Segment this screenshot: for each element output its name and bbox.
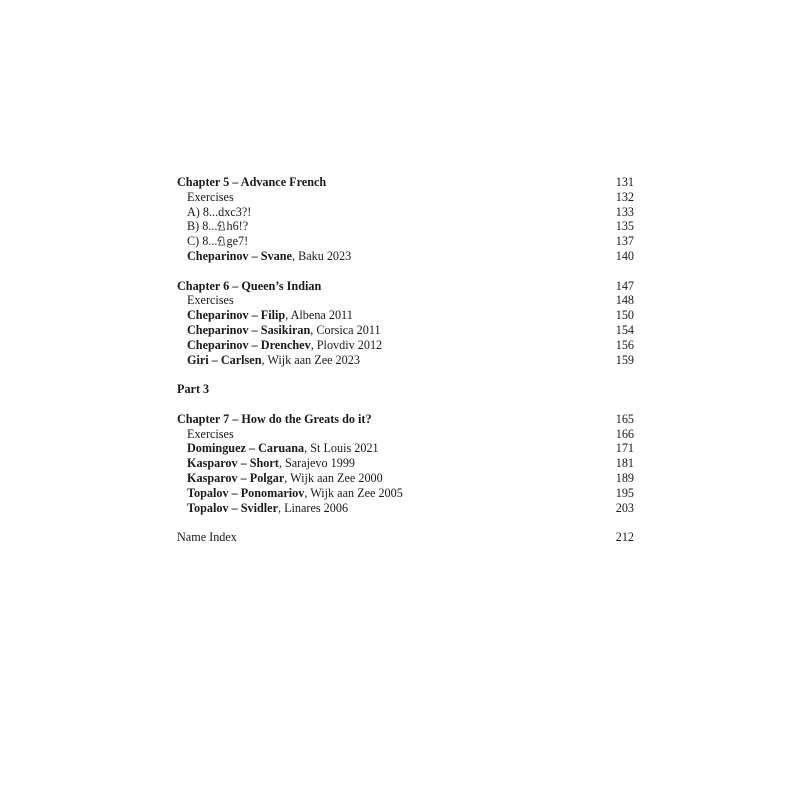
page-number: 137: [615, 234, 634, 249]
line-prefix: C) 8...: [187, 234, 218, 249]
entry-label: [187, 219, 248, 234]
toc-entry-game: [177, 249, 634, 264]
spacer: [177, 397, 634, 412]
page-number: 165: [615, 411, 634, 426]
toc-entry-game: [177, 308, 634, 323]
page-number: 203: [615, 500, 634, 515]
game-event: , St Louis 2021: [304, 441, 379, 456]
chapter-5-heading: [177, 175, 634, 190]
game-label: [187, 471, 383, 486]
toc-entry: [177, 234, 634, 249]
game-players: Cheparinov – Drenchev: [187, 337, 311, 352]
page-number: 150: [615, 308, 634, 323]
toc-entry-game: [177, 323, 634, 338]
game-players: Kasparov – Polgar: [187, 470, 285, 485]
line-suffix: h6!?: [226, 219, 249, 234]
page-number: 154: [615, 322, 634, 337]
entry-label: A) 8...dxc3?!: [187, 204, 252, 219]
toc-entry-game: [177, 441, 634, 456]
toc-entry-game: [177, 501, 634, 516]
spacer: [177, 367, 634, 382]
game-event: , Corsica 2011: [310, 322, 381, 337]
toc-entry: [177, 190, 634, 205]
game-label: [187, 249, 351, 264]
game-players: Giri – Carlsen: [187, 352, 262, 367]
game-event: , Plovdiv 2012: [310, 337, 383, 352]
game-players: Kasparov – Short: [187, 456, 279, 471]
line-suffix: ge7!: [226, 234, 249, 249]
game-event: , Wijk aan Zee 2023: [261, 352, 360, 367]
table-of-contents: [177, 175, 634, 545]
toc-entry-game: [177, 471, 634, 486]
page-number: 135: [615, 219, 634, 234]
game-players: Topalov – Svidler: [187, 500, 278, 515]
game-event: , Wijk aan Zee 2000: [284, 470, 383, 485]
game-players: Topalov – Ponomariov: [187, 485, 305, 500]
toc-entry: [177, 205, 634, 220]
game-event: , Wijk aan Zee 2005: [304, 485, 403, 500]
entry-label: Exercises: [187, 293, 234, 308]
toc-entry: [177, 293, 634, 308]
game-players: Dominguez – Caruana: [187, 441, 305, 456]
game-event: , Sarajevo 1999: [278, 456, 356, 471]
line-prefix: B) 8...: [187, 219, 218, 234]
spacer: [177, 515, 634, 530]
toc-entry-game: [177, 338, 634, 353]
game-event: , Linares 2006: [277, 500, 349, 515]
game-event: , Albena 2011: [285, 308, 353, 323]
page-number: 171: [615, 441, 634, 456]
game-label: [187, 456, 355, 471]
game-label: [187, 323, 381, 338]
page-number: 156: [615, 337, 634, 352]
game-label: [187, 338, 382, 353]
toc-entry-game: [177, 456, 634, 471]
part-3-heading: Part 3: [177, 382, 210, 397]
game-event: , Baku 2023: [291, 248, 352, 263]
chapter-title: Chapter 5 – Advance French: [177, 175, 327, 189]
entry-label: [187, 234, 248, 249]
entry-label: Name Index: [177, 530, 237, 545]
page-number: 133: [615, 204, 634, 219]
page-number: 147: [615, 278, 634, 293]
page-number: 140: [615, 248, 634, 263]
game-label: [187, 353, 360, 368]
entry-label: Exercises: [187, 189, 234, 204]
game-players: Cheparinov – Sasikiran: [187, 322, 311, 337]
page-number: 166: [615, 426, 634, 441]
toc-entry-game: [177, 353, 634, 368]
game-players: Cheparinov – Filip: [187, 308, 286, 323]
toc-entry: [177, 427, 634, 442]
game-players: Cheparinov – Svane: [187, 248, 292, 263]
game-label: [187, 441, 379, 456]
name-index-entry: [177, 530, 634, 545]
page-number: 132: [615, 189, 634, 204]
game-label: [187, 486, 403, 501]
game-label: [187, 308, 353, 323]
page-number: 148: [615, 293, 634, 308]
chapter-6-heading: [177, 279, 634, 294]
toc-entry: [177, 219, 634, 234]
chapter-7-heading: [177, 412, 634, 427]
page-number: 181: [615, 456, 634, 471]
page-number: 189: [615, 470, 634, 485]
page-number: 131: [615, 175, 634, 189]
page-number: 159: [615, 352, 634, 367]
page-number: 195: [615, 485, 634, 500]
entry-label: Exercises: [187, 426, 234, 441]
toc-entry-game: [177, 486, 634, 501]
chapter-title: Chapter 6 – Queen’s Indian: [177, 278, 322, 293]
chapter-title: Chapter 7 – How do the Greats do it?: [177, 411, 372, 426]
page-number: 212: [615, 530, 634, 545]
game-label: [187, 501, 348, 516]
spacer: [177, 264, 634, 279]
